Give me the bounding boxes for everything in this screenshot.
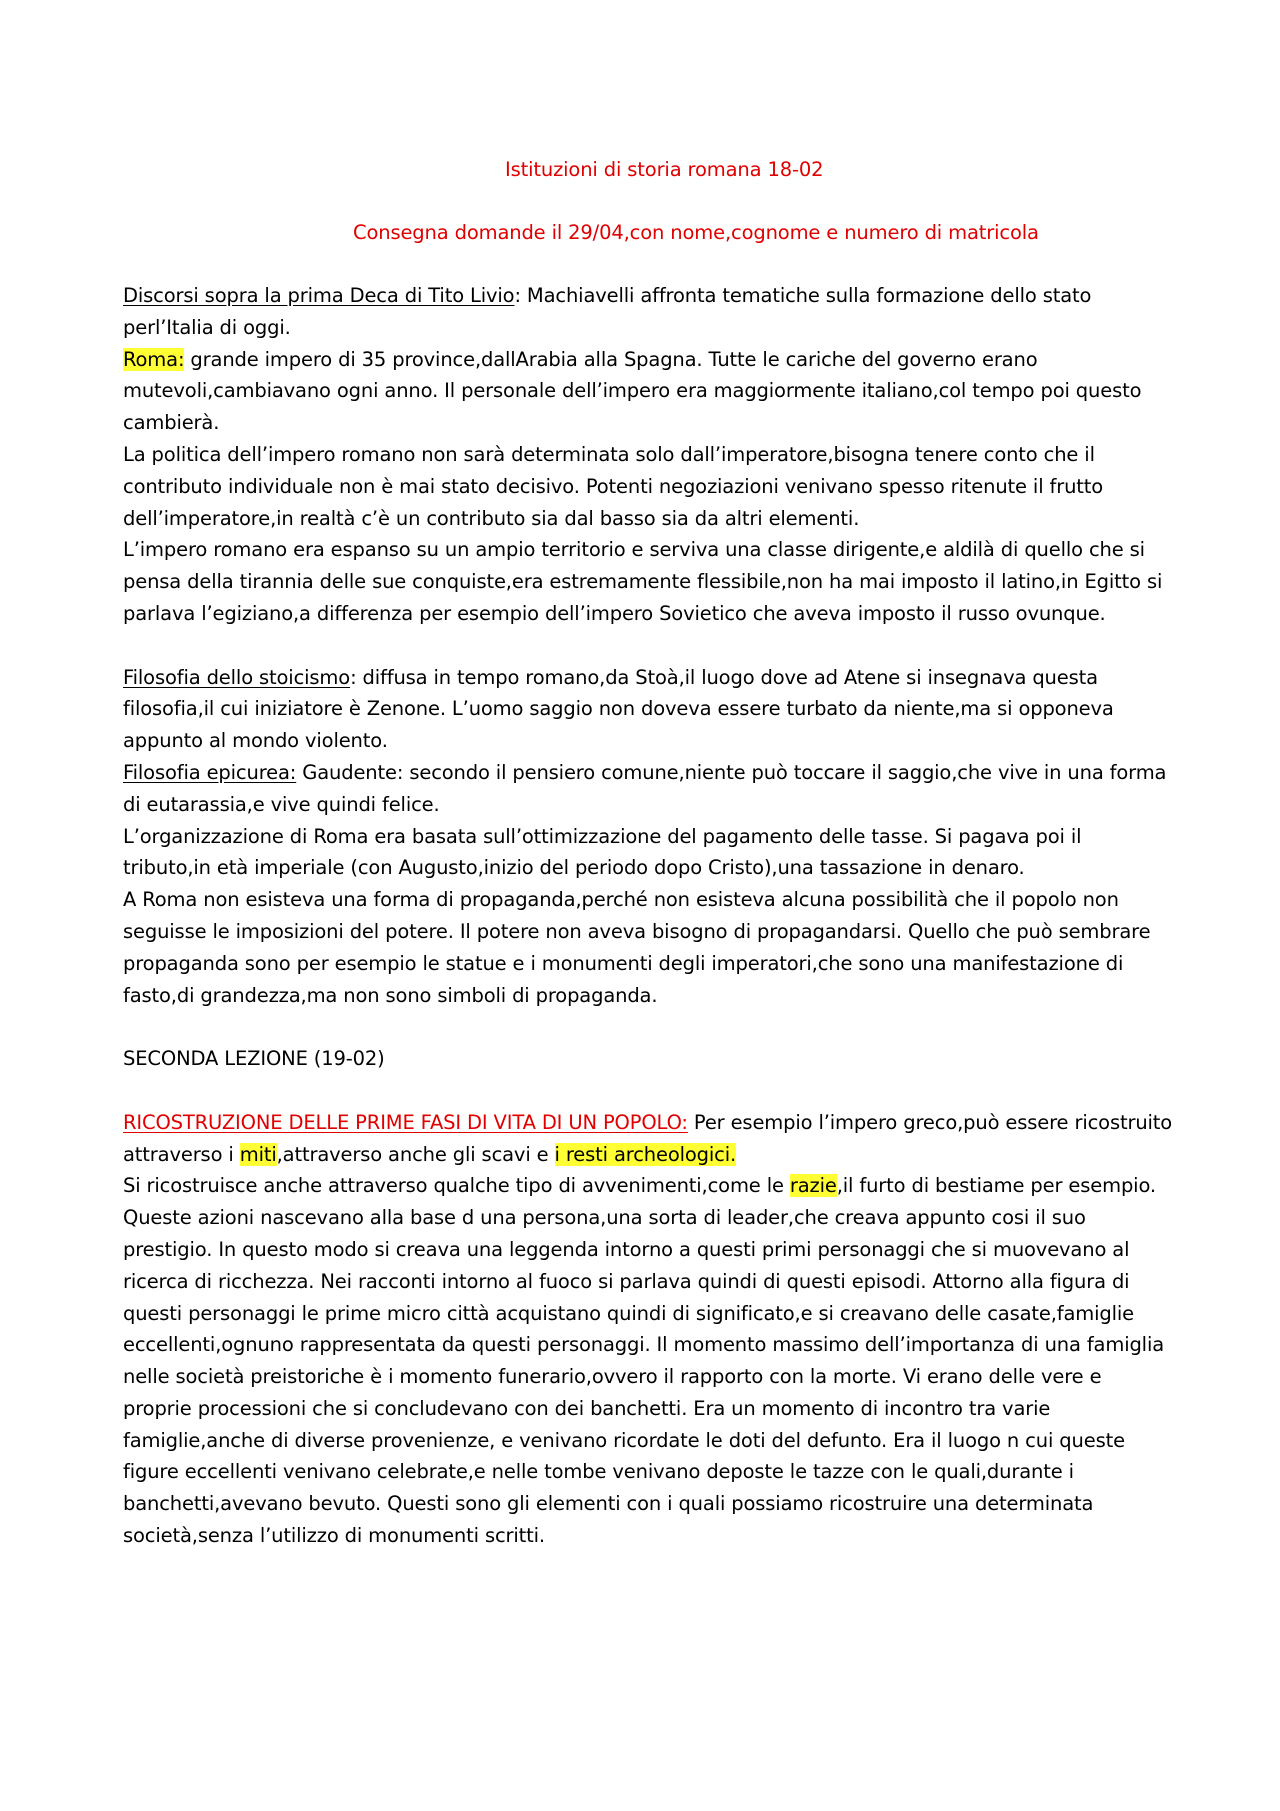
submission-notice: Consegna domande il 29/04,con nome,cognome e numero di matricola <box>353 221 1039 244</box>
paragraph-text: grande impero di 35 province,dallArabia alla Spagna. Tutte le cariche del governo erano mutevoli,cambiavano ogni anno. Il personale dell’impero era maggiormente italiano,col tempo poi questo cambierà. <box>123 347 1142 435</box>
topic-label-epicurea: Filosofia epicurea: <box>123 760 297 784</box>
paragraph-text: Gaudente: secondo il pensiero comune,niente può toccare il saggio,che vive in una forma di eutarassia,e vive quindi felice. <box>123 760 1167 816</box>
blank-line <box>123 1011 1173 1043</box>
blank-line <box>123 1075 1173 1107</box>
paragraph-text: : Machiavelli affronta tematiche sulla formazione dello stato perl’Italia di oggi. <box>123 284 1092 339</box>
highlighted-label-roma: Roma: <box>123 347 185 371</box>
lecture-notes-body <box>123 280 1173 1552</box>
topic-label-stoicismo: Filosofia dello stoicismo <box>123 665 351 689</box>
paragraph-text: ,il furto di bestiame per esempio. Queste azioni nascevano alla base d una persona,una sorta di leader,che creava appunto cosi il suo prestigio. In questo modo si creava una leggenda intorno a questi primi personaggi che si muovevano al ricerca di ricchezza. Nei racconti intorno al fuoco si parlava quindi di questi episodi. Attorno alla figura di questi personaggi le prime micro città acquistano quindi di significato,e si creavano delle casate,famiglie eccellenti,ognuno rappresentata da questi personaggi. Il momento massimo dell’importanza di una famiglia nelle società preistoriche è i momento funerario,ovvero il rapporto con la morte. Vi erano delle vere e proprie processioni che si concludevano con dei banchetti. Era un momento di incontro tra varie famiglie,anche di diverse provenienze, e venivano ricordate le doti del defunto. Era il luogo n cui queste figure eccellenti venivano celebrate,e nelle tombe venivano deposte le tazze con le quali,durante i banchetti,avevano bevuto. Questi sono gli elementi con i quali possiamo ricostruire una determinata società,senza l’utilizzo di monumenti scritti. <box>123 1174 1165 1548</box>
paragraph-text: Per esempio l’impero greco,può essere ricostruito attraverso i <box>123 1110 1173 1166</box>
section-heading-seconda-lezione: SECONDA LEZIONE (19-02) <box>123 1047 385 1071</box>
paragraph-tasse: L’organizzazione di Roma era basata sull’ottimizzazione del pagamento delle tasse. Si pagava poi il tributo,in età imperiale (con Augusto,inizio del periodo dopo Cristo),una tassazione in denaro. <box>123 824 1082 880</box>
paragraph-epicurea <box>123 757 1173 821</box>
paragraph-text: Si ricostruisce anche attraverso qualche tipo di avvenimenti,come le <box>123 1174 790 1198</box>
paragraph-impero-territorio: L’impero romano era espanso su un ampio territorio e serviva una classe dirigente,e aldilà di quello che si pensa della tirannia delle sue conquiste,era estremamente flessibile,non ha mai imposto il latino,in Egitto si parlava l’egiziano,a differenza per esempio dell’impero Sovietico che aveva imposto il russo ovunque. <box>123 538 1163 625</box>
topic-label-ricostruzione: RICOSTRUZIONE DELLE PRIME FASI DI VITA DI UN POPOLO: <box>123 1110 688 1134</box>
paragraph-politica: La politica dell’impero romano non sarà determinata solo dall’imperatore,bisogna tenere conto che il contributo individuale non è mai stato decisivo. Potenti negoziazioni venivano spesso ritenute il frutto dell’imperatore,in realtà c’è un contributo sia dal basso sia da altri elementi. <box>123 442 1104 530</box>
document-title-text: Istituzioni di storia romana 18-02 <box>505 158 824 181</box>
paragraph-text: : diffusa in tempo romano,da Stoà,il luogo dove ad Atene si insegnava questa filosofia,il cui iniziatore è Zenone. L’uomo saggio non doveva essere turbato da niente,ma si opponeva appunto al mondo violento. <box>123 665 1114 753</box>
paragraph-machiavelli <box>123 280 1173 344</box>
highlighted-term-resti: i resti archeologici. <box>554 1142 737 1166</box>
paragraph-propaganda: A Roma non esisteva una forma di propaganda,perché non esisteva alcuna possibilità che il popolo non seguisse le imposizioni del potere. Il potere non aveva bisogno di propagandarsi. Quello che può sembrare propaganda sono per esempio le statue e i monumenti degli imperatori,che sono una manifestazione di fasto,di grandezza,ma non sono simboli di propaganda. <box>123 888 1151 1007</box>
paragraph-stoicismo <box>123 662 1173 757</box>
highlighted-term-miti: miti <box>239 1142 277 1166</box>
paragraph-roma <box>123 344 1173 439</box>
paragraph-text: ,attraverso anche gli scavi e <box>276 1142 555 1166</box>
paragraph-ricostruzione <box>123 1107 1173 1171</box>
topic-label-discorsi: Discorsi sopra la prima Deca di Tito Livio <box>123 284 515 307</box>
blank-line <box>123 630 1173 662</box>
paragraph-razzie <box>123 1170 1173 1552</box>
highlighted-term-razie: razie <box>789 1174 837 1198</box>
